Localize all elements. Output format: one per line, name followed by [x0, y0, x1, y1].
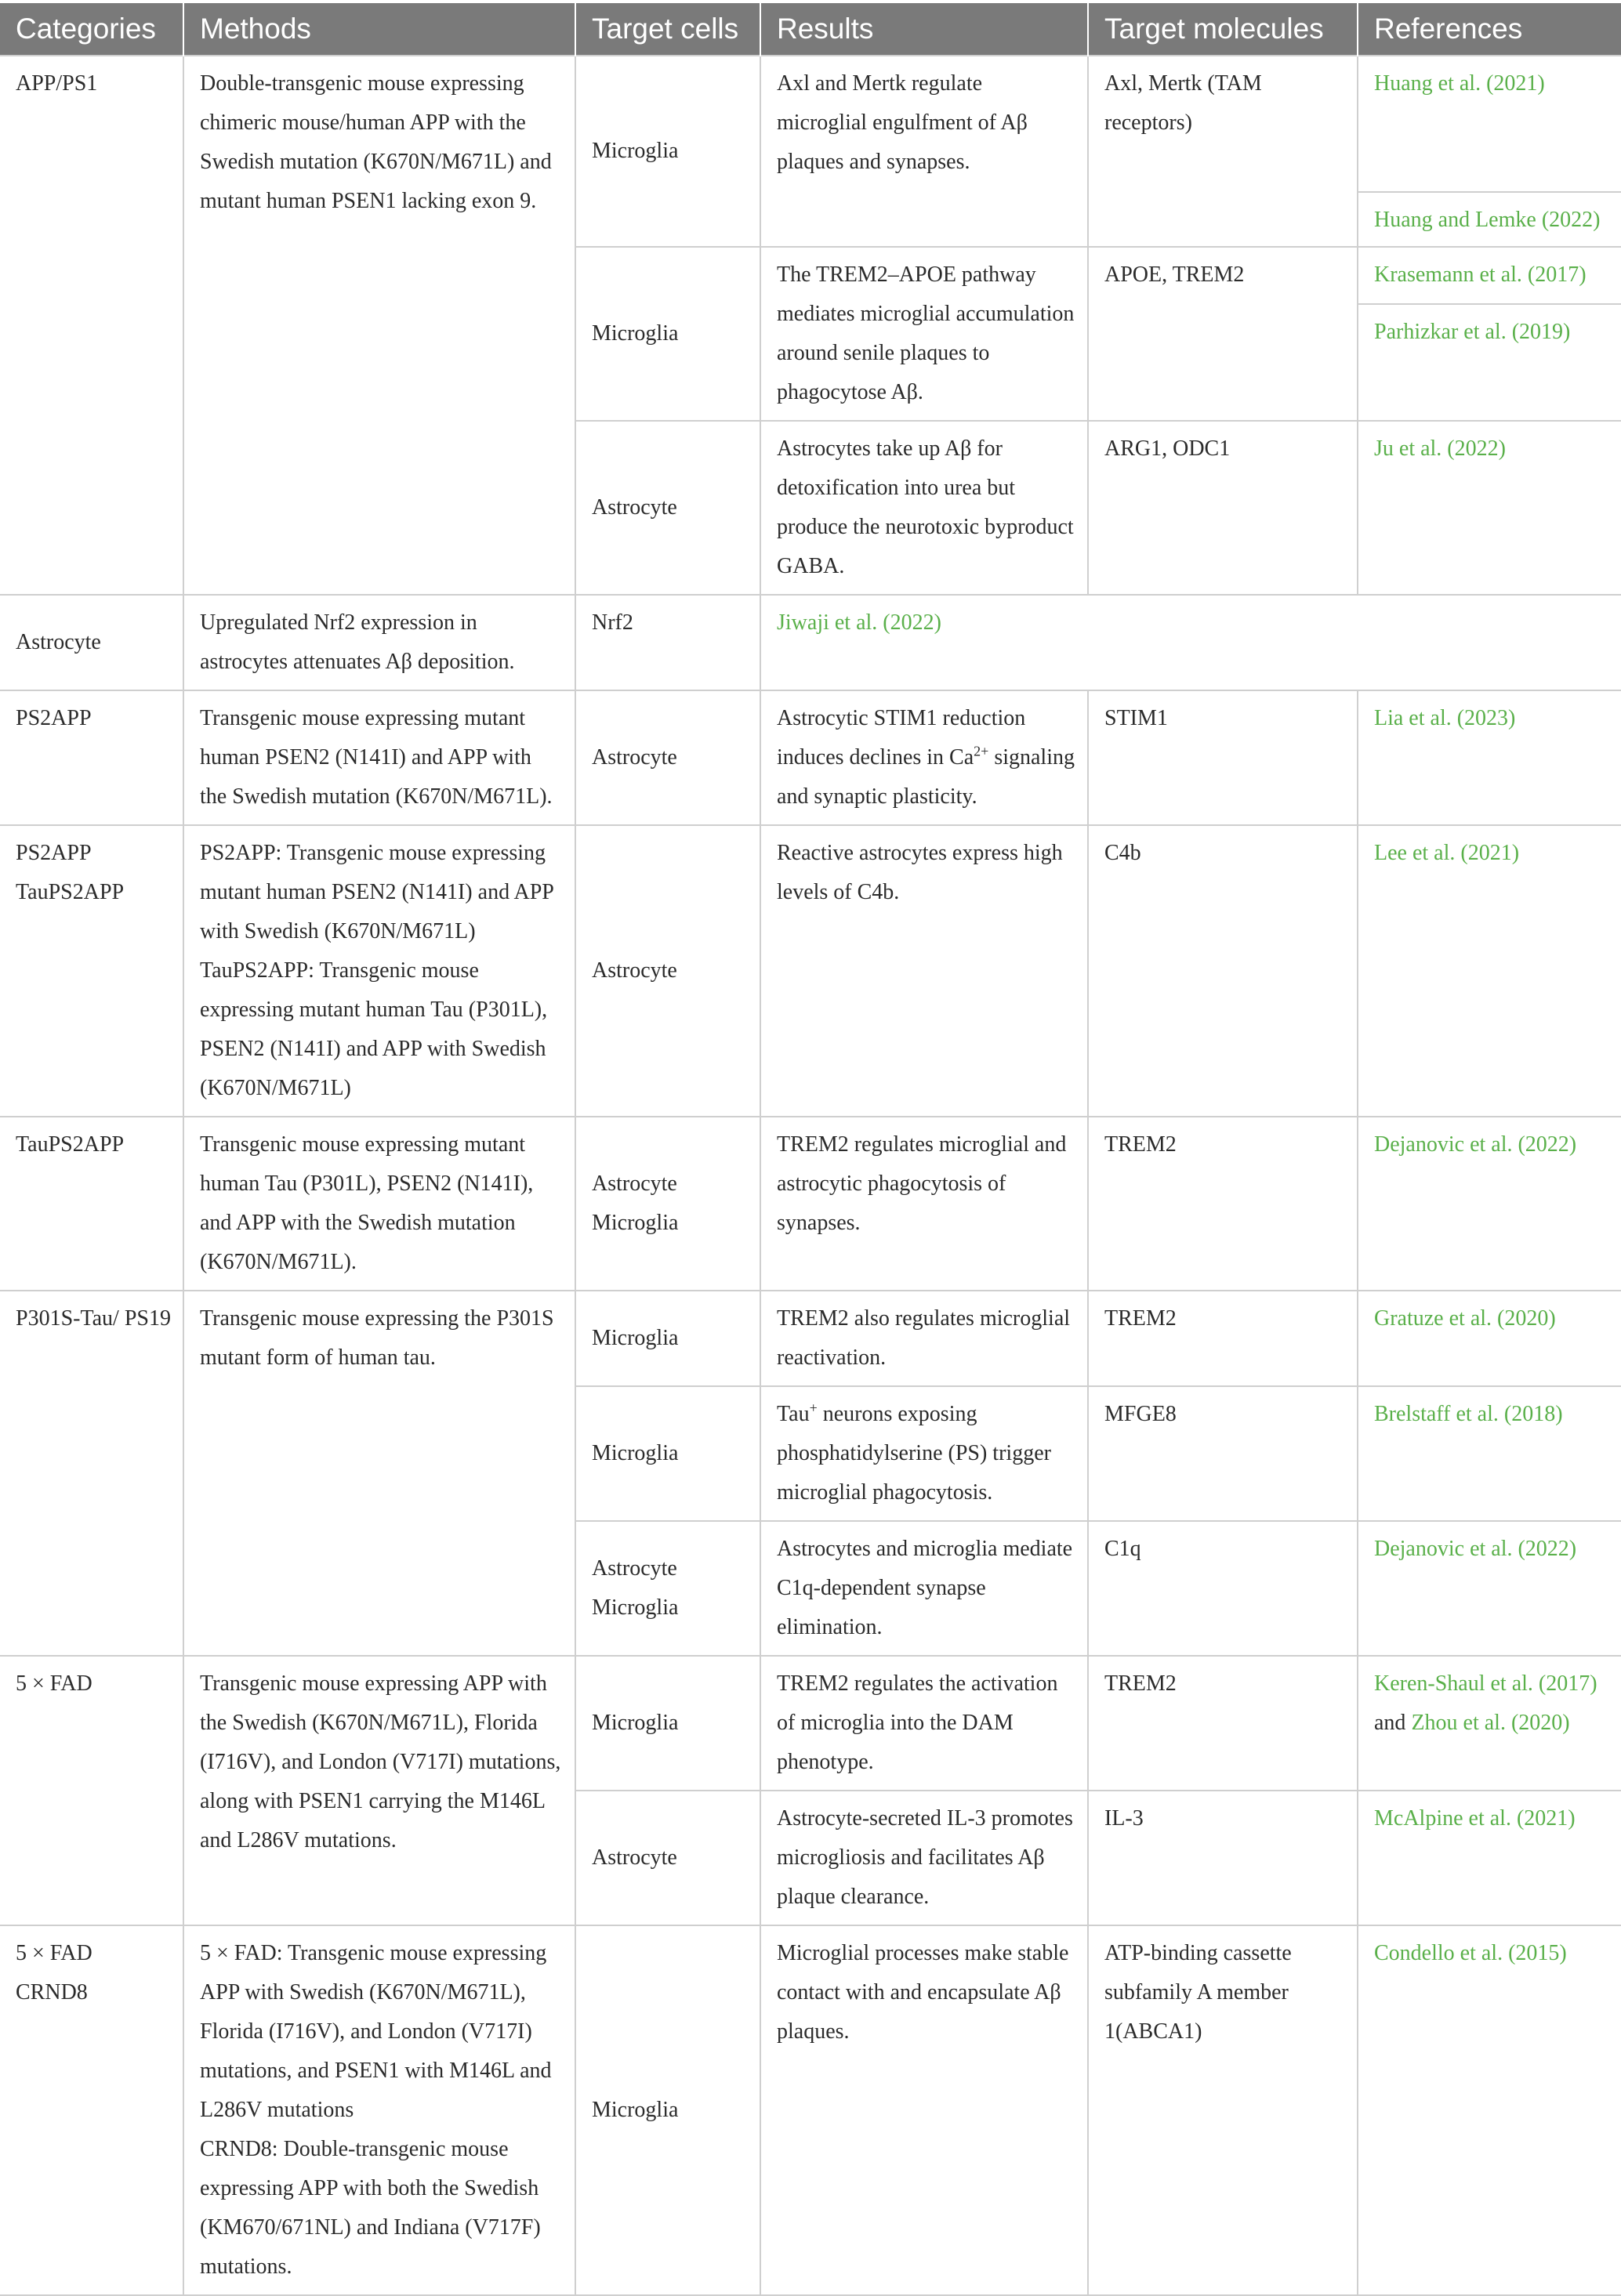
table-row	[0, 825, 1621, 1117]
target-cells-cell: Microglia	[575, 1386, 760, 1521]
table-row	[0, 56, 1621, 192]
category-cell	[0, 825, 183, 1117]
reference-link[interactable]: Condello et al. (2015)	[1374, 1941, 1567, 1965]
reference-link[interactable]: Lia et al. (2023)	[1374, 706, 1516, 730]
reference-link[interactable]: Lee et al. (2021)	[1374, 841, 1520, 865]
reference-cell	[1358, 247, 1621, 304]
header-categories: Categories	[0, 3, 183, 56]
category-cell: APP/PS1	[0, 56, 183, 595]
reference-link[interactable]: Parhizkar et al. (2019)	[1374, 320, 1571, 345]
table-row	[0, 1117, 1621, 1291]
method-text: CRND8: Double-transgenic mouse expressing APP with both the Swedish (KM670/671NL) and Indiana (V717F) mutations.	[200, 2137, 541, 2279]
reference-link[interactable]: Dejanovic et al. (2022)	[1374, 1537, 1577, 1561]
header-target-cells: Target cells	[575, 3, 760, 56]
target-cell-line: Astrocyte	[592, 1556, 677, 1581]
target-cells-cell: Microglia	[575, 247, 760, 421]
reference-link[interactable]: Jiwaji et al. (2022)	[777, 610, 941, 635]
method-cell: Transgenic mouse expressing the P301S mutant form of human tau.	[183, 1291, 575, 1656]
method-text: TauPS2APP: Transgenic mouse expressing mutant human Tau (P301L), PSEN2 (N141I) and APP with Swedish (K670N/M671L)	[200, 958, 548, 1100]
result-text: Tau	[777, 1402, 810, 1426]
reference-joiner: and	[1374, 1711, 1412, 1735]
target-cells-cell: Astrocyte	[575, 1791, 760, 1925]
category-cell	[0, 1925, 183, 2295]
result-text: neurons exposing phosphatidylserine (PS) trigger microglial phagocytosis.	[777, 1402, 1051, 1505]
reference-cell	[1358, 304, 1621, 421]
molecules-cell: STIM1	[1088, 690, 1358, 825]
molecules-cell: TREM2	[1088, 1117, 1358, 1291]
target-cells-cell: Astrocyte	[575, 690, 760, 825]
category-cell: PS2APP	[0, 690, 183, 825]
method-cell	[183, 1925, 575, 2295]
category-cell: 5 × FAD	[0, 1656, 183, 1925]
result-cell: Upregulated Nrf2 expression in astrocytes attenuates Aβ deposition.	[183, 595, 575, 690]
result-cell: Astrocyte-secreted IL-3 promotes microgliosis and facilitates Aβ plaque clearance.	[760, 1791, 1088, 1925]
target-cell-line: Microglia	[592, 1595, 679, 1620]
molecules-cell: APOE, TREM2	[1088, 247, 1358, 421]
header-results: Results	[760, 3, 1088, 56]
method-cell: Transgenic mouse expressing APP with the Swedish (K670N/M671L), Florida (I716V), and London (V717I) mutations, along with PSEN1 carrying the M146L and L286V mutations.	[183, 1656, 575, 1925]
category-cell: TauPS2APP	[0, 1117, 183, 1291]
result-cell: TREM2 also regulates microglial reactivation.	[760, 1291, 1088, 1386]
target-cells-cell: Microglia	[575, 1656, 760, 1791]
molecules-cell: Nrf2	[575, 595, 760, 690]
result-cell: Microglial processes make stable contact with and encapsulate Aβ plaques.	[760, 1925, 1088, 2295]
reference-cell	[1358, 1291, 1621, 1386]
reference-cell	[1358, 1791, 1621, 1925]
reference-link[interactable]: Ju et al. (2022)	[1374, 436, 1506, 461]
superscript: +	[809, 1400, 818, 1416]
molecules-cell: TREM2	[1088, 1656, 1358, 1791]
table-row	[0, 1656, 1621, 1791]
reference-cell	[1358, 1656, 1621, 1791]
molecules-cell: C1q	[1088, 1521, 1358, 1656]
result-cell: Axl and Mertk regulate microglial engulfment of Aβ plaques and synapses.	[760, 56, 1088, 247]
reference-cell	[1358, 192, 1621, 247]
reference-link[interactable]: Brelstaff et al. (2018)	[1374, 1402, 1563, 1426]
target-cells-cell: Microglia	[575, 1925, 760, 2295]
method-cell	[183, 825, 575, 1117]
target-cells-cell	[575, 1521, 760, 1656]
method-cell: Transgenic mouse expressing mutant human PSEN2 (N141I) and APP with the Swedish mutation (K670N/M671L).	[183, 690, 575, 825]
table-row	[0, 595, 1621, 690]
data-table	[0, 3, 1621, 2296]
molecules-cell: TREM2	[1088, 1291, 1358, 1386]
molecules-cell: IL-3	[1088, 1791, 1358, 1925]
reference-link[interactable]: Gratuze et al. (2020)	[1374, 1306, 1556, 1331]
superscript: 2+	[974, 743, 989, 759]
reference-link[interactable]: Dejanovic et al. (2022)	[1374, 1132, 1577, 1157]
category-line: TauPS2APP	[16, 880, 125, 904]
header-references: References	[1358, 3, 1621, 56]
method-cell: Double-transgenic mouse expressing chimeric mouse/human APP with the Swedish mutation (K670N/M671L) and mutant human PSEN1 lacking exon 9.	[183, 56, 575, 595]
result-cell: Reactive astrocytes express high levels of C4b.	[760, 825, 1088, 1117]
category-cell: P301S-Tau/ PS19	[0, 1291, 183, 1656]
result-cell: Astrocytes take up Aβ for detoxification into urea but produce the neurotoxic byproduct GABA.	[760, 421, 1088, 595]
category-line: PS2APP	[16, 841, 92, 865]
result-cell: The TREM2–APOE pathway mediates microglial accumulation around senile plaques to phagocytose Aβ.	[760, 247, 1088, 421]
reference-link[interactable]: Zhou et al. (2020)	[1411, 1711, 1570, 1735]
category-line: 5 × FAD	[16, 1941, 92, 1965]
table-row	[0, 1925, 1621, 2295]
molecules-cell: ARG1, ODC1	[1088, 421, 1358, 595]
header-methods: Methods	[183, 3, 575, 56]
reference-cell	[1358, 421, 1621, 595]
reference-cell	[1358, 1386, 1621, 1521]
result-cell: Astrocytes and microglia mediate C1q-dependent synapse elimination.	[760, 1521, 1088, 1656]
result-text: Astrocytic STIM1 reduction induces declines in Ca	[777, 706, 1026, 770]
reference-cell	[1358, 1925, 1621, 2295]
reference-link[interactable]: Keren-Shaul et al. (2017)	[1374, 1671, 1597, 1696]
reference-link[interactable]: Huang and Lemke (2022)	[1374, 208, 1601, 232]
target-cells-cell: Astrocyte	[0, 595, 183, 690]
result-cell	[760, 690, 1088, 825]
reference-link[interactable]: Huang et al. (2021)	[1374, 71, 1545, 96]
molecules-cell: MFGE8	[1088, 1386, 1358, 1521]
category-line: CRND8	[16, 1980, 88, 2004]
result-cell: TREM2 regulates the activation of microglia into the DAM phenotype.	[760, 1656, 1088, 1791]
method-text: 5 × FAD: Transgenic mouse expressing APP with Swedish (K670N/M671L), Florida (I716V), and London (V717I) mutations, and PSEN1 with M146L and L286V mutations	[200, 1941, 552, 2122]
method-cell: Transgenic mouse expressing mutant human Tau (P301L), PSEN2 (N141I), and APP with the Swedish mutation (K670N/M671L).	[183, 1117, 575, 1291]
target-cells-cell: Microglia	[575, 1291, 760, 1386]
molecules-cell: C4b	[1088, 825, 1358, 1117]
target-cells-cell	[575, 1117, 760, 1291]
reference-link[interactable]: Krasemann et al. (2017)	[1374, 263, 1587, 287]
reference-cell	[760, 595, 1088, 690]
target-cell-line: Astrocyte	[592, 1172, 677, 1196]
reference-cell	[1358, 1521, 1621, 1656]
target-cells-cell: Astrocyte	[575, 825, 760, 1117]
table-row	[0, 690, 1621, 825]
header-row	[0, 3, 1621, 56]
result-cell: TREM2 regulates microglial and astrocytic phagocytosis of synapses.	[760, 1117, 1088, 1291]
table-row	[0, 1291, 1621, 1386]
target-cell-line: Microglia	[592, 1211, 679, 1235]
target-cells-cell: Astrocyte	[575, 421, 760, 595]
reference-cell	[1358, 56, 1621, 192]
reference-cell	[1358, 690, 1621, 825]
result-text: signaling and synaptic plasticity.	[777, 745, 1075, 809]
reference-cell	[1358, 1117, 1621, 1291]
target-cells-cell: Microglia	[575, 56, 760, 247]
molecules-cell: Axl, Mertk (TAM receptors)	[1088, 56, 1358, 247]
header-target-molecules: Target molecules	[1088, 3, 1358, 56]
method-text: PS2APP: Transgenic mouse expressing mutant human PSEN2 (N141I) and APP with Swedish (K670N/M671L)	[200, 841, 553, 943]
reference-link[interactable]: McAlpine et al. (2021)	[1374, 1806, 1576, 1831]
result-cell	[760, 1386, 1088, 1521]
molecules-cell: ATP-binding cassette subfamily A member 1(ABCA1)	[1088, 1925, 1358, 2295]
reference-cell	[1358, 825, 1621, 1117]
